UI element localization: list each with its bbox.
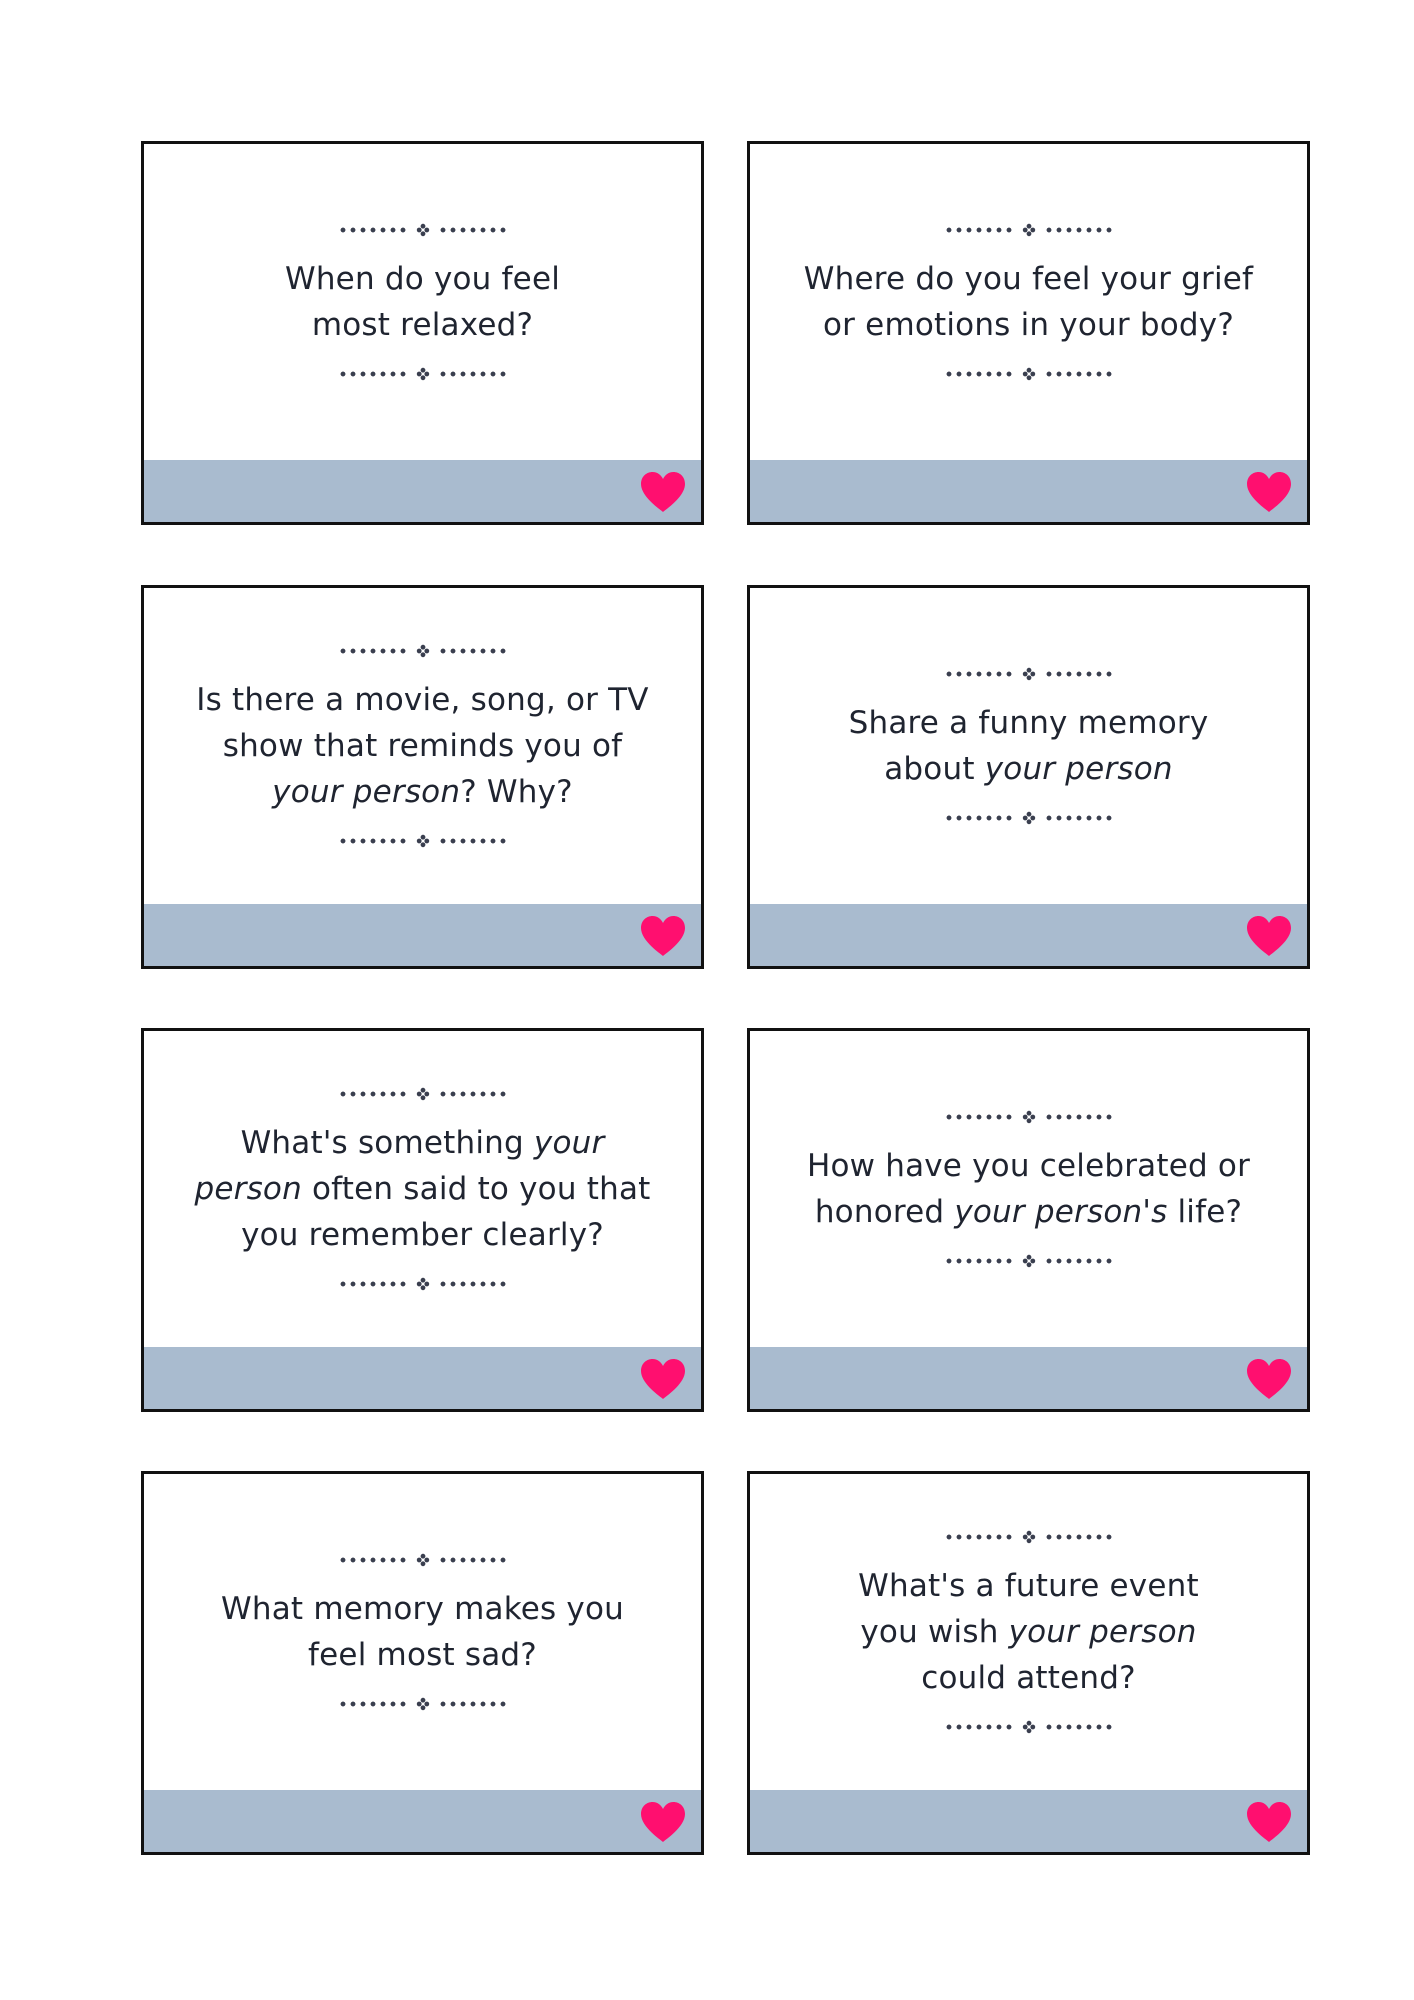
card-footer-band	[750, 1347, 1307, 1409]
dotted-rule	[338, 227, 408, 233]
question-text	[196, 677, 648, 815]
question-segment: How have you celebrated or	[806, 1148, 1251, 1184]
quatrefoil-icon	[416, 1697, 430, 1711]
question-segment: life?	[1167, 1194, 1243, 1230]
dotted-rule	[1044, 1114, 1114, 1120]
card-footer-band	[144, 460, 701, 522]
quatrefoil-icon	[1022, 367, 1036, 381]
question-emphasis: your person	[984, 751, 1173, 787]
dotted-rule	[944, 815, 1014, 821]
question-text	[194, 1120, 650, 1258]
dotted-rule	[1044, 371, 1114, 377]
question-segment: When do you feel	[284, 261, 561, 297]
ornament-divider	[944, 810, 1114, 826]
question-emphasis: your person's	[954, 1194, 1168, 1230]
card-content	[750, 1031, 1307, 1347]
dotted-rule	[438, 1091, 508, 1097]
question-segment: honored	[814, 1194, 955, 1230]
question-segment: ? Why?	[460, 774, 573, 810]
question-segment: feel most sad?	[308, 1637, 537, 1673]
quatrefoil-icon	[416, 367, 430, 381]
question-emphasis: your person	[1008, 1614, 1197, 1650]
question-text	[807, 1143, 1250, 1235]
dotted-rule	[338, 1091, 408, 1097]
dotted-rule	[438, 1557, 508, 1563]
dotted-rule	[944, 1534, 1014, 1540]
heart-icon	[639, 470, 687, 514]
ornament-divider	[338, 366, 508, 382]
dotted-rule	[1044, 671, 1114, 677]
question-segment: could attend?	[921, 1660, 1136, 1696]
quatrefoil-icon	[416, 644, 430, 658]
heart-icon	[639, 1357, 687, 1401]
card-content	[750, 144, 1307, 460]
dotted-rule	[438, 648, 508, 654]
question-card	[141, 585, 704, 969]
dotted-rule	[944, 227, 1014, 233]
card-content	[144, 1031, 701, 1347]
card-footer-band	[144, 1790, 701, 1852]
question-segment: you remember clearly?	[241, 1217, 604, 1253]
card-footer-band	[750, 904, 1307, 966]
question-card	[141, 141, 704, 525]
quatrefoil-icon	[1022, 223, 1036, 237]
question-segment: What's something	[240, 1125, 534, 1161]
dotted-rule	[944, 1114, 1014, 1120]
question-segment: or emotions in your body?	[823, 307, 1234, 343]
dotted-rule	[944, 671, 1014, 677]
ornament-divider	[338, 643, 508, 659]
question-emphasis: your	[533, 1125, 605, 1161]
ornament-divider	[338, 833, 508, 849]
quatrefoil-icon	[1022, 1254, 1036, 1268]
question-segment: Is there a movie, song, or TV	[196, 682, 649, 718]
dotted-rule	[438, 227, 508, 233]
card-footer-band	[750, 460, 1307, 522]
card-footer-band	[144, 904, 701, 966]
dotted-rule	[338, 648, 408, 654]
ornament-divider	[338, 1552, 508, 1568]
heart-icon	[639, 914, 687, 958]
dotted-rule	[944, 1724, 1014, 1730]
dotted-rule	[1044, 1258, 1114, 1264]
question-card	[747, 1471, 1310, 1855]
dotted-rule	[338, 1701, 408, 1707]
card-content	[750, 588, 1307, 904]
heart-icon	[1245, 914, 1293, 958]
question-segment: often said to you that	[301, 1171, 651, 1207]
card-footer-band	[750, 1790, 1307, 1852]
quatrefoil-icon	[1022, 1530, 1036, 1544]
ornament-divider	[944, 222, 1114, 238]
question-card	[747, 141, 1310, 525]
question-segment: What's a future event	[858, 1568, 1199, 1604]
question-segment: What memory makes you	[221, 1591, 624, 1627]
question-segment: you wish	[860, 1614, 1009, 1650]
dotted-rule	[338, 371, 408, 377]
card-content	[144, 144, 701, 460]
dotted-rule	[944, 371, 1014, 377]
card-content	[750, 1474, 1307, 1790]
dotted-rule	[1044, 1724, 1114, 1730]
ornament-divider	[338, 1696, 508, 1712]
question-emphasis: person	[194, 1171, 302, 1207]
quatrefoil-icon	[416, 1553, 430, 1567]
heart-icon	[1245, 1357, 1293, 1401]
dotted-rule	[438, 1701, 508, 1707]
question-card	[747, 1028, 1310, 1412]
ornament-divider	[338, 1276, 508, 1292]
quatrefoil-icon	[416, 1277, 430, 1291]
heart-icon	[639, 1800, 687, 1844]
card-footer-band	[144, 1347, 701, 1409]
quatrefoil-icon	[1022, 1110, 1036, 1124]
question-card	[141, 1028, 704, 1412]
question-text	[285, 256, 560, 348]
dotted-rule	[438, 838, 508, 844]
ornament-divider	[944, 1109, 1114, 1125]
dotted-rule	[438, 1281, 508, 1287]
ornament-divider	[944, 1529, 1114, 1545]
ornament-divider	[944, 666, 1114, 682]
question-emphasis: your person	[272, 774, 461, 810]
question-text	[221, 1586, 624, 1678]
question-segment: most relaxed?	[311, 307, 534, 343]
dotted-rule	[338, 1281, 408, 1287]
quatrefoil-icon	[416, 223, 430, 237]
quatrefoil-icon	[1022, 667, 1036, 681]
dotted-rule	[338, 838, 408, 844]
ornament-divider	[944, 1719, 1114, 1735]
dotted-rule	[1044, 1534, 1114, 1540]
question-segment: about	[884, 751, 985, 787]
dotted-rule	[338, 1557, 408, 1563]
ornament-divider	[944, 366, 1114, 382]
dotted-rule	[944, 1258, 1014, 1264]
quatrefoil-icon	[416, 1087, 430, 1101]
quatrefoil-icon	[416, 834, 430, 848]
question-segment: show that reminds you of	[222, 728, 623, 764]
heart-icon	[1245, 1800, 1293, 1844]
question-segment: Share a funny memory	[848, 705, 1209, 741]
dotted-rule	[1044, 227, 1114, 233]
question-segment: Where do you feel your grief	[803, 261, 1254, 297]
quatrefoil-icon	[1022, 1720, 1036, 1734]
ornament-divider	[944, 1253, 1114, 1269]
dotted-rule	[1044, 815, 1114, 821]
question-text	[804, 256, 1253, 348]
question-card	[747, 585, 1310, 969]
dotted-rule	[438, 371, 508, 377]
ornament-divider	[338, 1086, 508, 1102]
ornament-divider	[338, 222, 508, 238]
quatrefoil-icon	[1022, 811, 1036, 825]
question-card	[141, 1471, 704, 1855]
card-content	[144, 1474, 701, 1790]
card-content	[144, 588, 701, 904]
question-text	[858, 1563, 1199, 1701]
heart-icon	[1245, 470, 1293, 514]
question-text	[849, 700, 1209, 792]
